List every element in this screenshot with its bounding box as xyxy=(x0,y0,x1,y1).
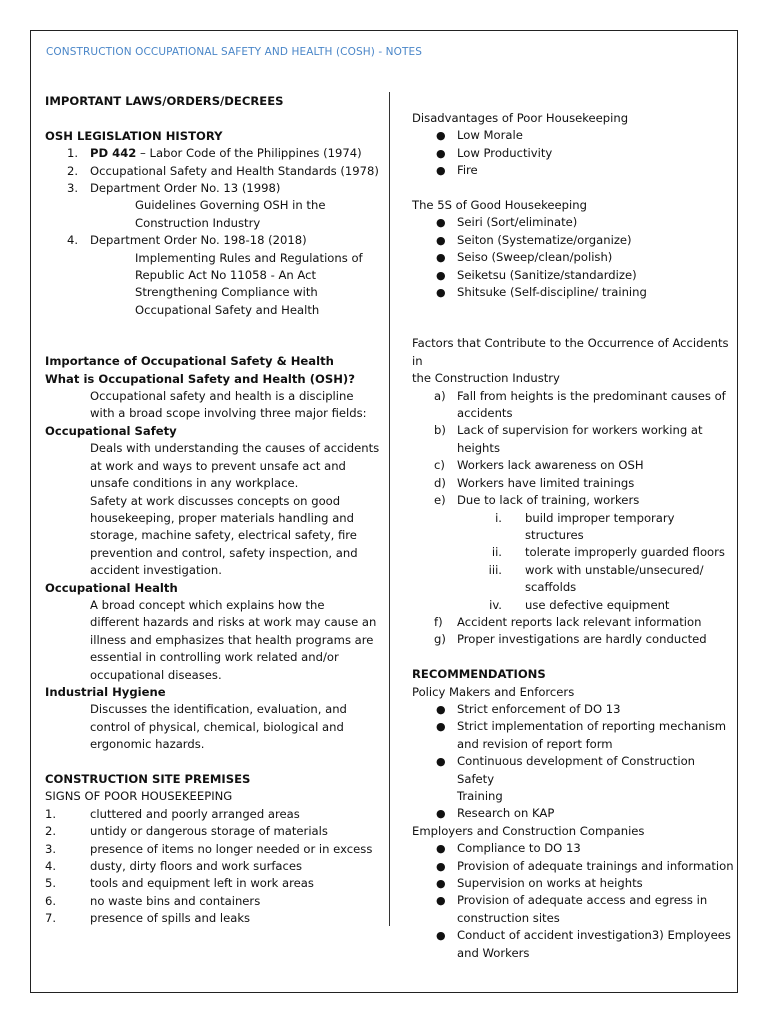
hygiene-text: control of physical, chemical, biological and xyxy=(90,719,344,734)
factor-item: d) Workers have limited trainings xyxy=(434,475,635,490)
hygiene-text: ergonomic hazards. xyxy=(90,737,205,752)
factor-subitem: ii. tolerate improperly guarded floors xyxy=(491,545,725,560)
what-heading: What is Occupational Safety and Health (OSH)? xyxy=(45,371,355,386)
importance-heading: Importance of Occupational Safety & Health xyxy=(45,354,334,369)
what-text: Occupational safety and health is a discipline xyxy=(90,389,354,404)
history-item: 4. Department Order No. 198-18 (2018) xyxy=(67,233,307,248)
signs-item: 2. untidy or dangerous storage of materials xyxy=(45,824,328,839)
safety-text: at work and ways to prevent unsafe act and xyxy=(90,458,346,473)
employers-item: ● Provision of adequate access and egress in construction sites xyxy=(436,893,708,925)
health-text: occupational diseases. xyxy=(90,667,222,682)
page-title: CONSTRUCTION OCCUPATIONAL SAFETY AND HEALTH (COSH) - NOTES xyxy=(46,46,423,58)
health-text: A broad concept which explains how the xyxy=(90,597,325,612)
signs-item: 1. cluttered and poorly arranged areas xyxy=(45,806,300,821)
factor-subitem: iv. use defective equipment xyxy=(489,597,670,612)
policy-item: ● Strict implementation of reporting mechanism and revision of report form xyxy=(436,719,727,751)
health-text: different hazards and risks at work may cause an xyxy=(90,615,377,630)
five-s-item: ● Seiri (Sort/eliminate) xyxy=(412,214,734,231)
bullet-icon: ● xyxy=(436,129,446,143)
employers-item: ● Supervision on works at heights xyxy=(412,875,734,892)
hygiene-heading: Industrial Hygiene xyxy=(45,684,166,699)
five-s-heading: The 5S of Good Housekeeping xyxy=(412,198,587,213)
bullet-icon: ● xyxy=(436,251,446,265)
history-subtext: Strengthening Compliance with xyxy=(135,285,318,300)
disadv-item: ● Fire xyxy=(412,162,734,179)
safety-text: Safety at work discusses concepts on good xyxy=(90,493,341,508)
bullet-icon: ● xyxy=(436,859,446,873)
site-heading: CONSTRUCTION SITE PREMISES xyxy=(45,772,251,786)
history-item: 2. Occupational Safety and Health Standards (1978) xyxy=(67,163,379,178)
factor-subitem: iii. work with unstable/unsecured/ scaffolds xyxy=(488,562,704,595)
safety-text: accident investigation. xyxy=(90,563,222,578)
signs-item: 6. no waste bins and containers xyxy=(45,893,261,908)
what-text: with a broad scope involving three major fields: xyxy=(90,406,367,421)
bullet-icon: ● xyxy=(436,842,446,856)
signs-heading: SIGNS OF POOR HOUSEKEEPING xyxy=(45,789,233,804)
employers-heading: Employers and Construction Companies xyxy=(412,823,645,838)
history-subtext: Republic Act No 11058 - An Act xyxy=(135,268,317,283)
factor-item: b) Lack of supervision for workers working at heights xyxy=(434,423,703,455)
employers-item: ● Compliance to DO 13 xyxy=(412,840,734,857)
five-s-item: ● Seiketsu (Sanitize/standardize) xyxy=(412,267,734,284)
history-item: 1. PD 442 – Labor Code of the Philippines (1974) xyxy=(67,146,362,161)
bullet-icon: ● xyxy=(436,268,446,282)
signs-item: 4. dusty, dirty floors and work surfaces xyxy=(45,859,303,874)
bullet-icon: ● xyxy=(436,807,446,821)
factor-item: c) Workers lack awareness on OSH xyxy=(434,458,644,473)
bullet-icon: ● xyxy=(436,286,446,300)
signs-item: 3. presence of items no longer needed or in excess xyxy=(45,841,373,856)
safety-heading: Occupational Safety xyxy=(45,423,177,438)
bullet-icon: ● xyxy=(436,164,446,178)
history-item: 3. Department Order No. 13 (1998) xyxy=(67,181,281,196)
bullet-icon: ● xyxy=(436,146,446,160)
signs-item: 7. presence of spills and leaks xyxy=(45,911,251,926)
factor-item: a) Fall from heights is the predominant causes of accidents xyxy=(434,388,726,421)
factor-item: g) Proper investigations are hardly conducted xyxy=(434,632,707,647)
signs-item: 5. tools and equipment left in work areas xyxy=(45,876,314,891)
safety-text: prevention and control, safety inspection, and xyxy=(90,545,358,560)
factors-heading: Factors that Contribute to the Occurrence of Accidents in xyxy=(412,336,729,368)
right-column xyxy=(412,110,734,962)
policy-item: ● Research on KAP xyxy=(412,805,734,822)
health-text: illness and emphasizes that health programs are xyxy=(90,632,374,647)
health-text: essential in controlling work related and/or xyxy=(90,650,339,665)
history-heading: OSH LEGISLATION HISTORY xyxy=(45,128,223,143)
safety-text: unsafe conditions in any workplace. xyxy=(90,476,299,491)
safety-text: storage, machine safety, electrical safety, fire xyxy=(90,528,357,543)
hygiene-text: Discusses the identification, evaluation, and xyxy=(90,702,347,717)
bullet-icon: ● xyxy=(436,702,446,716)
bullet-icon: ● xyxy=(436,216,446,230)
factor-subitem: i. build improper temporary structures xyxy=(495,510,675,542)
bullet-icon: ● xyxy=(436,894,446,908)
employers-item: ● Conduct of accident investigation3) Employees and Workers xyxy=(436,928,731,960)
health-heading: Occupational Health xyxy=(45,580,178,595)
history-subtext: Occupational Safety and Health xyxy=(135,302,320,317)
five-s-item: ● Seiton (Systematize/organize) xyxy=(412,232,734,249)
recommendations-heading: RECOMMENDATIONS xyxy=(412,667,546,682)
disadv-item: ● Low Productivity xyxy=(412,145,734,162)
employers-item: ● Provision of adequate trainings and information xyxy=(412,858,734,875)
bullet-icon: ● xyxy=(436,929,446,943)
policy-item: ● Strict enforcement of DO 13 xyxy=(412,701,734,718)
safety-text: Deals with understanding the causes of accidents xyxy=(90,441,380,456)
bullet-icon: ● xyxy=(436,877,446,891)
left-column xyxy=(45,93,383,928)
five-s-item: ● Seiso (Sweep/clean/polish) xyxy=(412,249,734,266)
factors-heading: the Construction Industry xyxy=(412,371,560,386)
policy-item: ● Continuous development of Construction Safety Training xyxy=(436,754,696,803)
disadv-heading: Disadvantages of Poor Housekeeping xyxy=(412,111,629,125)
disadv-item: ● Low Morale xyxy=(412,127,734,144)
safety-text: housekeeping, proper materials handling and xyxy=(90,510,355,525)
factor-item: f) Accident reports lack relevant information xyxy=(434,614,702,629)
bullet-icon: ● xyxy=(436,720,446,734)
laws-heading: IMPORTANT LAWS/ORDERS/DECREES xyxy=(45,94,284,108)
column-divider xyxy=(389,92,390,926)
history-subtext: Construction Industry xyxy=(135,215,261,230)
bullet-icon: ● xyxy=(436,233,446,247)
history-subtext: Guidelines Governing OSH in the xyxy=(135,198,326,213)
bullet-icon: ● xyxy=(436,755,446,769)
factor-item: e) Due to lack of training, workers xyxy=(434,493,640,508)
policy-heading: Policy Makers and Enforcers xyxy=(412,684,575,699)
five-s-item: ● Shitsuke (Self-discipline/ training xyxy=(412,284,734,301)
history-subtext: Implementing Rules and Regulations of xyxy=(135,250,363,265)
